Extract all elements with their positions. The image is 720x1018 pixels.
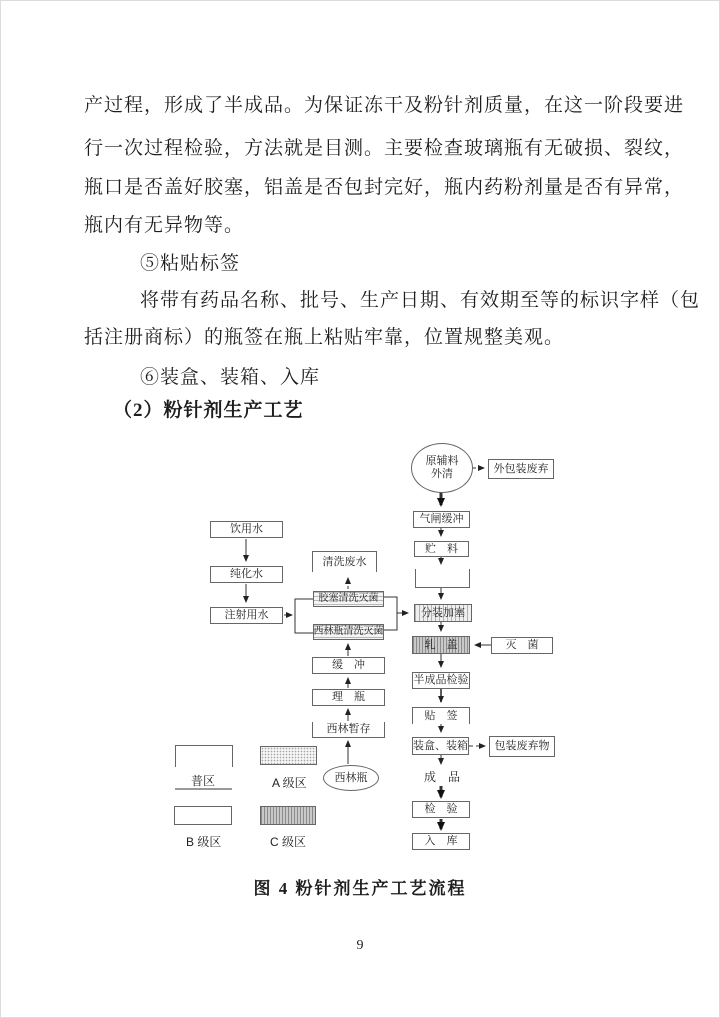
node-vial: 西林瓶 <box>323 765 379 791</box>
step5-heading: ⑤粘贴标签 <box>140 253 241 274</box>
node-drinking-water: 饮用水 <box>210 521 283 538</box>
paragraph-line: 产过程，形成了半成品。为保证冻干及粉针剂质量，在这一阶段要进 <box>84 95 685 116</box>
paragraph-line: 瓶内有无异物等。 <box>84 215 245 236</box>
legend-grade-b-symbol <box>174 806 232 825</box>
node-purified-water: 纯化水 <box>210 566 283 583</box>
node-raw-line2: 外清 <box>431 468 453 480</box>
node-warehousing: 入 库 <box>412 833 470 850</box>
paragraph-line: 将带有药品名称、批号、生产日期、有效期至等的标识字样（包 <box>140 290 701 311</box>
section-heading: （2）粉针剂生产工艺 <box>113 400 304 421</box>
node-capping: 轧 盖 <box>412 636 470 654</box>
legend-grade-a-label: A 级区 <box>272 776 307 790</box>
node-washing-wastewater: 清洗废水 <box>312 551 377 572</box>
node-labeling: 贴 签 <box>412 707 470 724</box>
node-raw-material-outer-clean <box>411 443 473 493</box>
node-finished-product: 成 品 <box>423 770 460 784</box>
page-number: 9 <box>356 938 364 953</box>
legend-grade-a-symbol <box>260 746 317 765</box>
legend-general-area-label: 普区 <box>191 774 216 788</box>
legend-grade-c-label: C 级区 <box>270 835 307 849</box>
paragraph-line: 行一次过程检验，方法就是目测。主要检查玻璃瓶有无破损、裂纹， <box>84 138 685 159</box>
node-packaging-waste: 包装废弃物 <box>489 736 555 757</box>
step6-heading: ⑥装盒、装箱、入库 <box>140 367 321 388</box>
legend-general-area-symbol <box>175 745 233 767</box>
node-raw-line1: 原辅料 <box>425 455 459 467</box>
node-buffer: 缓 冲 <box>312 657 385 674</box>
node-stopper-wash-sterilize: 胶塞清洗灭菌 <box>313 591 384 607</box>
legend-grade-c-symbol <box>260 806 316 825</box>
node-fill-and-stopper: 分装加塞 <box>414 604 472 622</box>
figure-caption: 图 4 粉针剂生产工艺流程 <box>253 879 467 898</box>
node-water-for-injection: 注射用水 <box>210 607 283 624</box>
node-vial-temporary-storage: 西林暂存 <box>312 722 385 738</box>
node-sterilization: 灭 菌 <box>491 637 553 654</box>
node-vial-wash-sterilize: 西林瓶清洗灭菌 <box>313 624 384 640</box>
node-semi-finished-inspection: 半成品检验 <box>412 672 470 689</box>
node-inspection: 检 验 <box>412 801 470 818</box>
legend-grade-b-label: B 级区 <box>186 835 222 849</box>
node-material-storage: 贮 料 <box>414 541 469 557</box>
node-bottle-arranging: 理 瓶 <box>312 689 385 706</box>
node-airlock-buffer: 气闸缓冲 <box>413 511 470 528</box>
node-empty-box <box>415 569 470 588</box>
node-outer-packaging-waste: 外包装废弃 <box>488 459 554 479</box>
node-boxing-casing: 装盒、装箱 <box>412 737 469 755</box>
paragraph-line: 瓶口是否盖好胶塞，铝盖是否包封完好，瓶内药粉剂量是否有异常， <box>84 177 685 198</box>
paragraph-line: 括注册商标）的瓶签在瓶上粘贴牢靠，位置规整美观。 <box>84 327 565 348</box>
